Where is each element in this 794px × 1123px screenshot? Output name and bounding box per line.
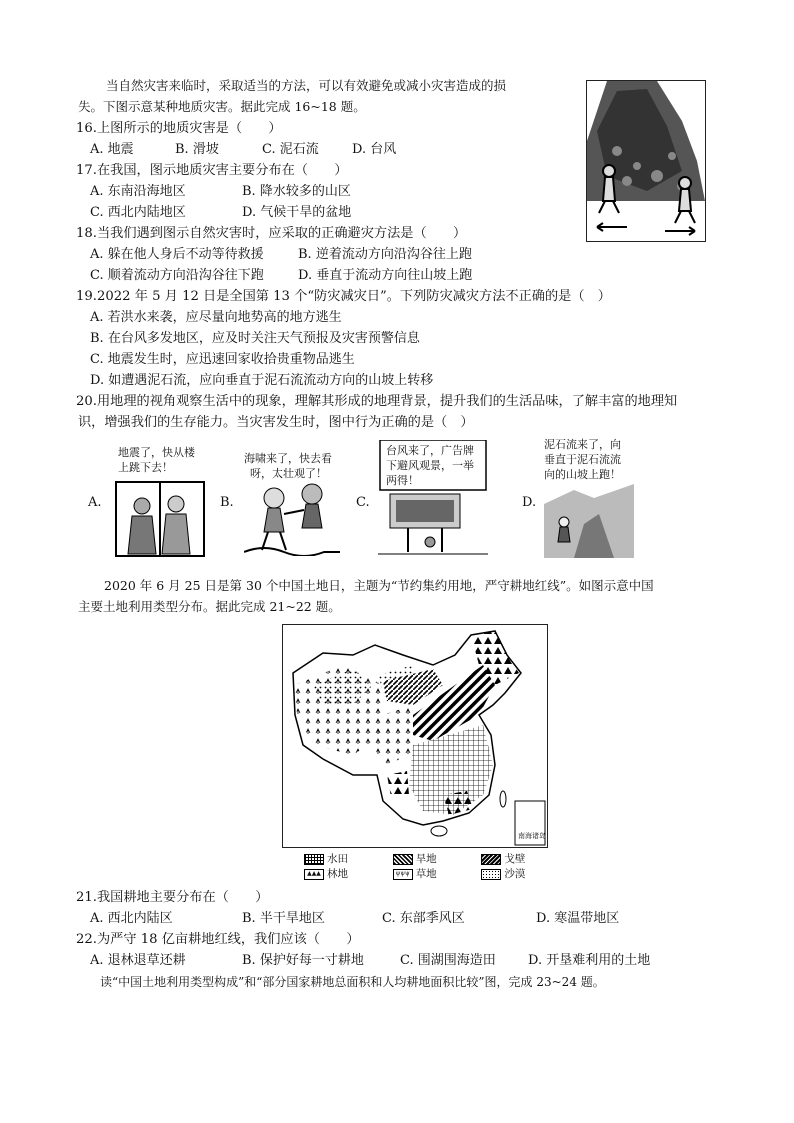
- cartoon-a: [112, 440, 208, 558]
- cartoon-d-caption-1: 泥石流来了，向: [544, 438, 621, 451]
- cartoon-a-caption-2: 上跳下去！: [118, 461, 173, 474]
- cartoon-c-caption-1: 台风来了，广告牌: [386, 444, 474, 457]
- legend-dryland: 旱地: [415, 853, 437, 865]
- q18-option-a[interactable]: A. 躲在他人身后不动等待救援: [90, 247, 264, 262]
- cartoon-b: [244, 448, 340, 556]
- cartoon-b-letter[interactable]: B.: [220, 495, 234, 510]
- question-20-stem-line-1: 20.用地理的视角观察生活中的现象，理解其形成的地理背景，提升我们的生活品味，了解丰富的地理知: [76, 394, 678, 409]
- question-22-stem: 22.为严守 18 亿亩耕地红线，我们应该（ ）: [76, 932, 360, 947]
- legend-row-2: [304, 866, 525, 881]
- q17-option-a[interactable]: A. 东南沿海地区: [90, 184, 186, 199]
- cartoon-a-letter[interactable]: A.: [88, 495, 102, 510]
- question-18-stem: 18.当我们遇到图示自然灾害时，应采取的正确避灾方法是（ ）: [76, 226, 467, 241]
- legend-grassland: 草地: [415, 868, 437, 880]
- question-20-stem-line-2: 识，增强我们的生存能力。当灾害发生时，图中行为正确的是（ ）: [78, 415, 474, 430]
- cartoon-d-caption-2: 垂直于泥石流流: [544, 453, 621, 466]
- desert-swatch: [481, 869, 501, 880]
- question-19-stem: 19.2022 年 5 月 12 日是全国第 13 个“防灾减灾日”。下列防灾减灾方法不正确的是（ ）: [76, 289, 611, 304]
- q16-option-d[interactable]: D. 台风: [352, 142, 397, 157]
- cartoon-c: [378, 440, 488, 558]
- forest-swatch: ▲▲▲: [304, 869, 324, 880]
- cartoon-c-caption-2: 下避风观景，一举: [386, 459, 474, 472]
- q16-option-a[interactable]: A. 地震: [90, 142, 134, 157]
- legend-desert: 沙漠: [504, 868, 526, 880]
- intro-line-2: 失。下图示意某种地质灾害。据此完成 16~18 题。: [78, 99, 366, 114]
- cartoon-b-caption-1: 海啸来了，快去看: [244, 452, 332, 465]
- q22-option-b[interactable]: B. 保护好每一寸耕地: [242, 953, 364, 968]
- cartoon-d-letter[interactable]: D.: [522, 495, 537, 510]
- legend-gobi: 戈壁: [504, 853, 526, 865]
- intro2-line-1: 2020 年 6 月 25 日是第 30 个中国土地日，主题为“节约集约用地，严守耕地红线”。如图示意中国: [104, 578, 654, 593]
- q17-option-d[interactable]: D. 气候干旱的盆地: [242, 205, 352, 220]
- cartoon-a-caption-1: 地震了，快从楼: [118, 446, 195, 459]
- gobi-swatch: [481, 854, 501, 865]
- intro2-line-2: 主要土地利用类型分布。据此完成 21~22 题。: [78, 599, 341, 614]
- question-17-stem: 17.在我国，图示地质灾害主要分布在（ ）: [76, 163, 348, 178]
- q22-option-d[interactable]: D. 开垦难利用的土地: [528, 953, 651, 968]
- china-land-use-map: [282, 624, 548, 848]
- q18-option-c[interactable]: C. 顺着流动方向沿沟谷往下跑: [90, 268, 264, 283]
- q22-option-c[interactable]: C. 围湖围海造田: [400, 953, 496, 968]
- dryland-swatch: [393, 854, 413, 865]
- q19-option-b[interactable]: B. 在台风多发地区，应及时关注天气预报及灾害预警信息: [90, 331, 420, 346]
- q19-option-c[interactable]: C. 地震发生时，应迅速回家收拾贵重物品逃生: [90, 352, 355, 367]
- grassland-swatch: ψψψ: [393, 869, 413, 880]
- cartoon-d-caption-3: 向的山坡上跑！: [544, 468, 621, 481]
- cartoon-c-caption-3: 两得！: [386, 474, 419, 487]
- q18-option-b[interactable]: B. 逆着流动方向沿沟谷往上跑: [298, 247, 472, 262]
- paddy-swatch: [304, 854, 324, 865]
- q19-option-d[interactable]: D. 如遭遇泥石流，应向垂直于泥石流流动方向的山坡上转移: [90, 373, 434, 388]
- q17-option-b[interactable]: B. 降水较多的山区: [242, 184, 351, 199]
- cartoon-d: [544, 434, 634, 558]
- map-inset-label: 南海诸岛: [518, 832, 546, 840]
- q22-option-a[interactable]: A. 退林退草还耕: [90, 953, 186, 968]
- q21-option-c[interactable]: C. 东部季风区: [382, 911, 465, 926]
- q16-option-b[interactable]: B. 滑坡: [175, 142, 219, 157]
- q21-option-b[interactable]: B. 半干旱地区: [242, 911, 325, 926]
- q16-option-c[interactable]: C. 泥石流: [262, 142, 319, 157]
- legend-paddy: 水田: [327, 853, 348, 865]
- q19-option-a[interactable]: A. 若洪水来袭，应尽量向地势高的地方逃生: [90, 310, 342, 325]
- q18-option-d[interactable]: D. 垂直于流动方向往山坡上跑: [298, 268, 473, 283]
- legend-forest: 林地: [327, 868, 348, 880]
- q17-option-c[interactable]: C. 西北内陆地区: [90, 205, 186, 220]
- q21-option-a[interactable]: A. 西北内陆区: [90, 911, 173, 926]
- cartoon-c-letter[interactable]: C.: [356, 495, 370, 510]
- question-21-stem: 21.我国耕地主要分布在（ ）: [76, 890, 269, 905]
- cartoon-b-caption-2: 呀，太壮观了！: [250, 467, 327, 480]
- footer-instruction: 读“中国土地利用类型构成”和“部分国家耕地总面积和人均耕地面积比较”图，完成 23~24 题。: [100, 975, 605, 989]
- question-16-stem: 16.上图所示的地质灾害是（ ）: [76, 121, 282, 136]
- debris-flow-illustration: [586, 80, 706, 242]
- legend-row-1: [304, 851, 525, 866]
- intro-line-1: 当自然灾害来临时，采取适当的方法，可以有效避免或减小灾害造成的损: [106, 78, 507, 93]
- q21-option-d[interactable]: D. 寒温带地区: [536, 911, 620, 926]
